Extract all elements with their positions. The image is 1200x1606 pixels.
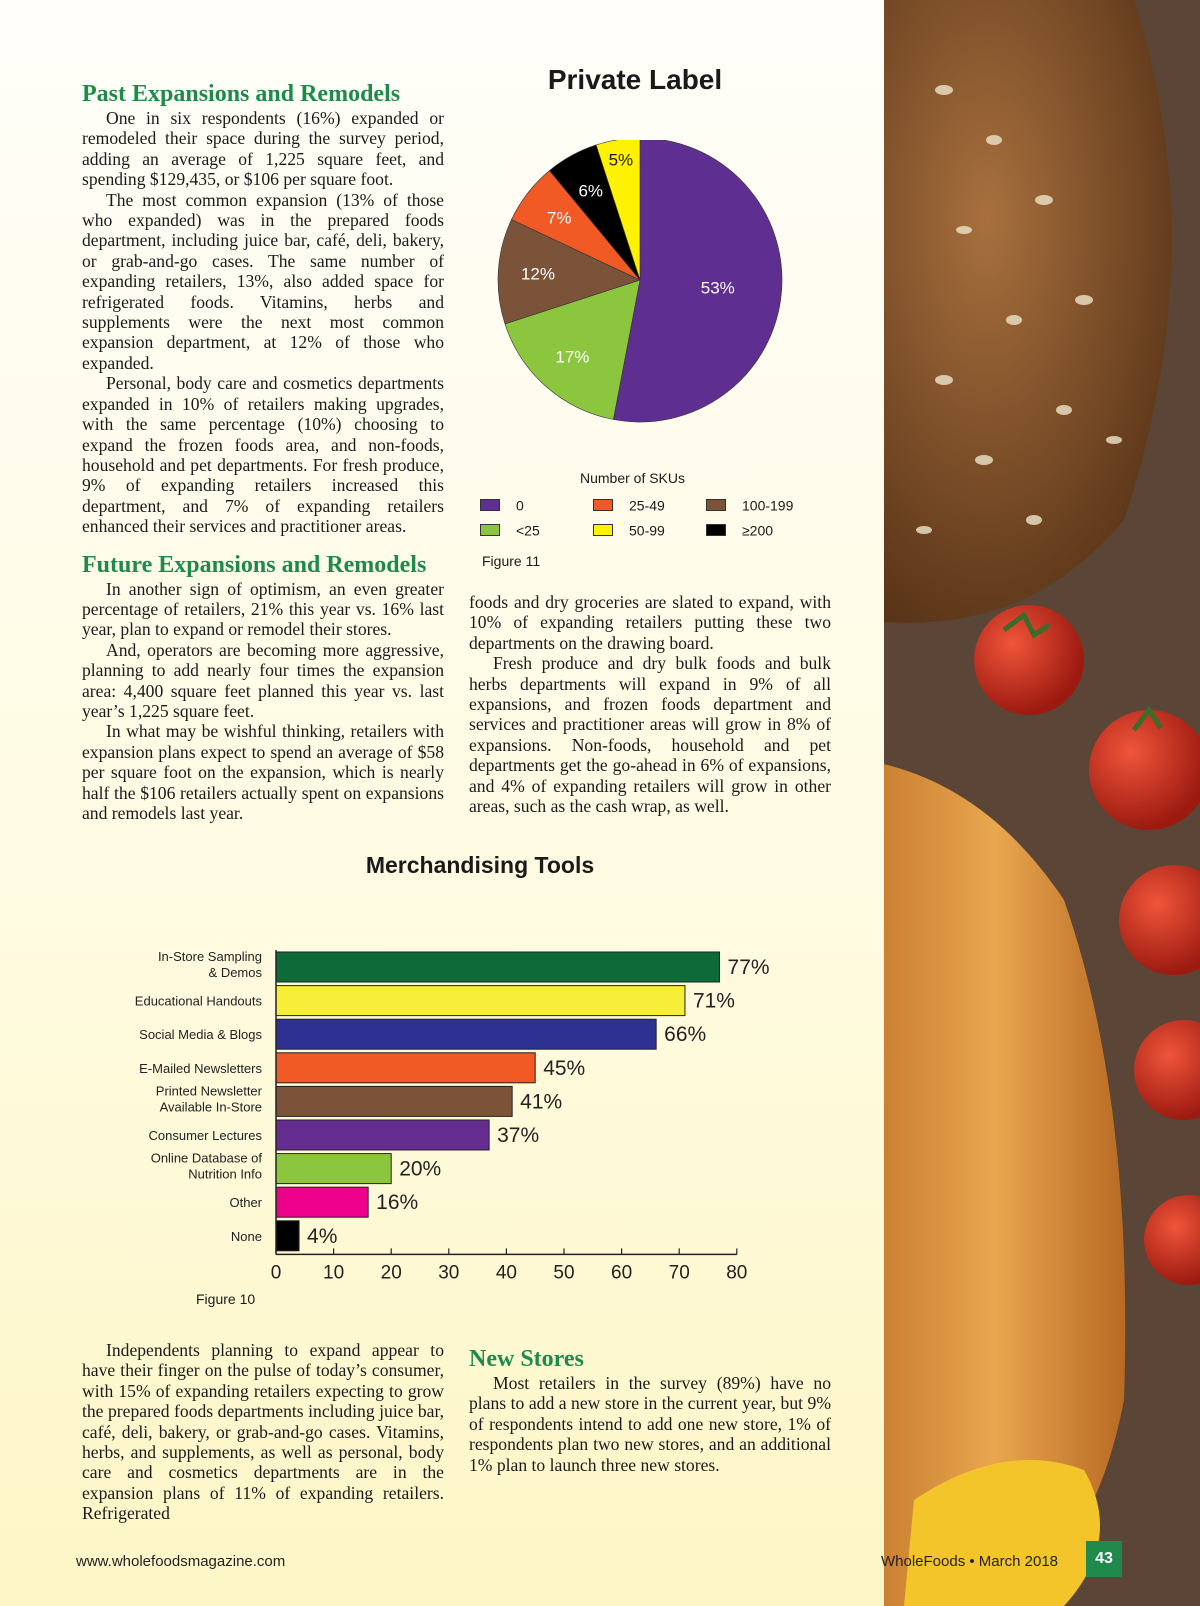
independents-section [82, 1340, 444, 1524]
paragraph: In another sign of optimism, an even greater percentage of retailers, 21% this year vs. 16% last year, plan to expand or remodel their stores. [82, 578, 444, 640]
x-tick-label: 80 [726, 1262, 748, 1284]
bar-category-label: Available In-Store [159, 1099, 262, 1115]
bar-value-label: 4% [307, 1224, 338, 1248]
x-tick-label: 50 [553, 1262, 575, 1284]
expansion-plans-continued [469, 592, 831, 816]
paragraph: Most retailers in the survey (89%) have no plans to add a new store in the current year, but 9% of respondents intend to add one new store, 1% of respondents plan two new stores, and an additional 1% plan to launch three new stores. [469, 1373, 831, 1475]
legend-swatch [480, 499, 500, 511]
legend-swatch [593, 499, 613, 511]
bar-3 [276, 1053, 535, 1083]
past-expansions-section [82, 80, 444, 823]
paragraph: In what may be wishful thinking, retailers with expansion plans expect to spend an average of $58 per square foot on the expansion, which is nearly half the $106 retailers actually spent on expansions and remodels last year. [82, 721, 444, 823]
bread-tomato-illustration [884, 0, 1200, 1606]
paragraph: Fresh produce and dry bulk foods and bulk herbs departments will expand in 9% of all expansions, and frozen foods department and services and practitioner areas will grow in 8% of expansions. Non-foods, household and pet departments get the go-ahead in 6% of expansions, and 4% of expanding retailers will grow in other areas, such as the cash wrap, as well. [469, 653, 831, 817]
food-photo [884, 0, 1200, 1606]
legend-swatch [480, 524, 500, 536]
bar-category-label: E-Mailed Newsletters [139, 1060, 262, 1076]
future-expansions-heading: Future Expansions and Remodels [82, 551, 427, 578]
x-tick-label: 0 [270, 1262, 282, 1284]
figure-11-label: Figure 11 [482, 553, 541, 569]
pie-legend-item [706, 496, 793, 513]
paragraph: foods and dry groceries are slated to expand, with 10% of expanding retailers putting these two departments on the drawing board. [469, 592, 831, 653]
pie-slice-label: 53% [700, 278, 735, 298]
bar-chart-title: Merchandising Tools [365, 852, 595, 878]
bar-value-label: 71% [692, 989, 735, 1013]
pie-legend-item [480, 496, 524, 513]
bar-category-label: Online Database of [150, 1150, 262, 1166]
legend-swatch [706, 499, 726, 511]
bar-1 [276, 986, 685, 1016]
bar-category-label: Printed Newsletter [155, 1083, 262, 1099]
bar-6 [276, 1154, 391, 1184]
bar-category-label: Nutrition Info [188, 1166, 262, 1182]
pie-slice-label: 5% [608, 150, 634, 170]
legend-label: <25 [516, 522, 540, 539]
legend-label: ≥200 [742, 522, 774, 539]
pie-slice-label: 6% [578, 181, 604, 201]
bar-value-label: 41% [520, 1090, 563, 1114]
new-stores-section [469, 1345, 831, 1475]
past-expansions-heading: Past Expansions and Remodels [82, 81, 401, 107]
figure-10-label: Figure 10 [196, 1291, 256, 1307]
bar-category-label: Social Media & Blogs [139, 1027, 262, 1043]
x-tick-label: 70 [668, 1262, 690, 1284]
legend-label: 100-199 [742, 497, 794, 514]
pie-legend-item [480, 521, 540, 538]
pie-legend-item [706, 521, 773, 538]
private-label-pie-chart [480, 140, 810, 450]
bar-category-label: Other [229, 1195, 262, 1211]
footer-url[interactable]: www.wholefoodsmagazine.com [76, 1553, 286, 1570]
pie-slice-label: 12% [520, 264, 555, 284]
paragraph: One in six respondents (16%) expanded or remodeled their space during the survey period, adding an average of 1,225 square feet, and spending $129,435, or $106 per square foot. [82, 108, 444, 190]
legend-label: 0 [516, 497, 524, 514]
bar-category-label: None [230, 1228, 262, 1244]
legend-swatch [593, 524, 613, 536]
x-tick-label: 60 [611, 1262, 633, 1284]
bar-value-label: 37% [497, 1124, 540, 1147]
legend-label: 25-49 [629, 497, 665, 514]
bar-value-label: 16% [376, 1191, 419, 1215]
bar-value-label: 66% [664, 1023, 707, 1047]
bar-2 [276, 1019, 656, 1049]
new-stores-heading: New Stores [469, 1346, 584, 1372]
paragraph: The most common expansion (13% of those who expanded) was in the prepared foods department, including juice bar, café, deli, bakery, or grab-and-go cases. The same number of expanding retailers, 13%, also added space for refrigerated foods. Vitamins, herbs and supplements were the next most common expansion department, at 12% of those who expanded. [82, 189, 444, 373]
x-tick-label: 20 [380, 1262, 402, 1284]
legend-swatch [706, 524, 726, 536]
legend-label: 50-99 [629, 522, 665, 539]
bar-8 [276, 1221, 299, 1251]
bar-category-label: & Demos [208, 965, 262, 980]
pie-legend-item [593, 521, 665, 538]
footer-magazine: WholeFoods • March 2018 [881, 1553, 1059, 1570]
bar-0 [276, 952, 720, 982]
page-number: 43 [1086, 1541, 1122, 1577]
bar-value-label: 45% [543, 1056, 586, 1080]
pie-slice-label: 7% [546, 208, 572, 228]
x-tick-label: 10 [323, 1262, 345, 1284]
bar-5 [276, 1120, 489, 1150]
pie-slice-label: 17% [555, 347, 590, 367]
merchandising-tools-bar-chart [100, 940, 790, 1285]
pie-legend-item [593, 496, 665, 513]
paragraph: And, operators are becoming more aggressive, planning to add nearly four times the expansion area: 4,400 square feet planned this year vs. last year’s 1,225 square feet. [82, 639, 444, 721]
bar-value-label: 77% [727, 956, 770, 979]
paragraph: Personal, body care and cosmetics departments expanded in 10% of retailers making upgrades, with the same percentage (10%) choosing to expand the frozen foods area, and non-foods, household and pet departments. For fresh produce, 9% of expanding retailers increased this department, and 7% of expanding retailers enhanced their services and practitioner areas. [82, 373, 444, 537]
pie-chart-title: Private Label [547, 64, 723, 95]
pie-legend [480, 496, 820, 546]
bar-category-label: In-Store Sampling [157, 949, 262, 964]
bar-value-label: 20% [399, 1157, 442, 1181]
bar-4 [276, 1086, 512, 1116]
bar-category-label: Consumer Lectures [148, 1128, 262, 1143]
x-tick-label: 40 [495, 1262, 517, 1284]
pie-legend-title: Number of SKUs [579, 470, 686, 486]
bar-category-label: Educational Handouts [134, 993, 262, 1009]
bar-7 [276, 1187, 368, 1217]
paragraph: Independents planning to expand appear to have their finger on the pulse of today’s consumer, with 15% of expanding retailers expecting to grow the prepared foods departments including juice bar, café, deli, bakery, or grab-and-go cases. Vitamins, herbs, and supplements, as well as personal, body care and cosmetics departments are in the expansion plans of 11% of expanding retailers. Refrigerated [82, 1340, 444, 1524]
x-tick-label: 30 [438, 1262, 460, 1284]
